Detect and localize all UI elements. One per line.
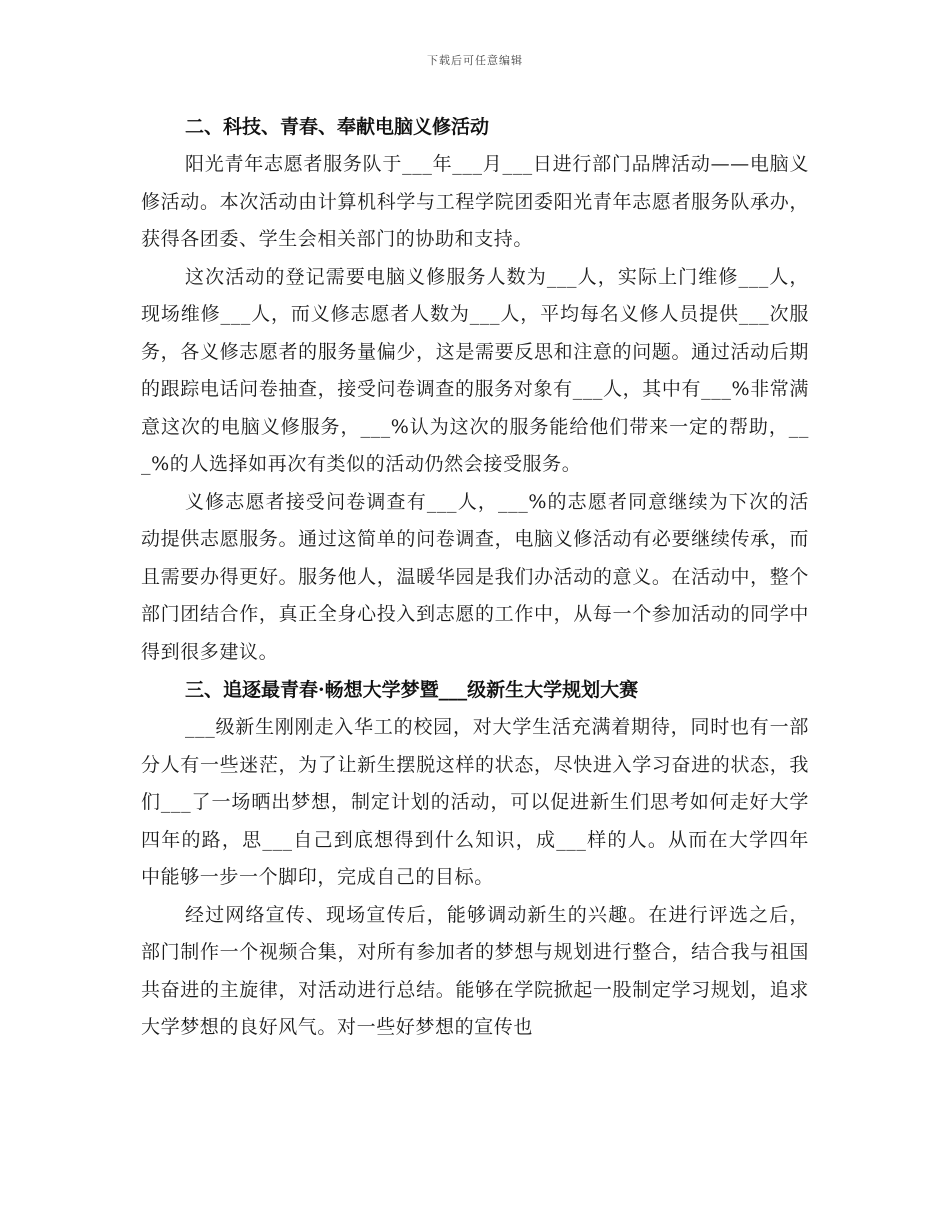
page-header: 下载后可任意编辑 xyxy=(427,54,523,67)
paragraph: 经过网络宣传、现场宣传后，能够调动新生的兴趣。在进行评选之后，部门制作一个视频合集，对所有参加者的梦想与规划进行整合，结合我与祖国共奋进的主旋律，对活动进行总结。能够在学院掀起一股制定学习规划，追求大学梦想的良好风气。对一些好梦想的宣传也 xyxy=(141,903,809,1038)
paragraph: 义修志愿者接受问卷调查有___人，___%的志愿者同意继续为下次的活动提供志愿服务。通过这简单的问卷调查，电脑义修活动有必要继续传承，而且需要办得更好。服务他人，温暖华园是我们办活动的意义。在活动中，整个部门团结合作，真正全身心投入到志愿的工作中，从每一个参加活动的同学中得到很多建议。 xyxy=(141,490,809,663)
section-computer-repair xyxy=(141,108,809,671)
section-freshman-planning xyxy=(141,671,809,1047)
section-heading: 二、科技、青春、奉献电脑义修活动 xyxy=(185,116,490,138)
document-body xyxy=(141,108,809,1047)
paragraph: ___级新生刚刚走入华工的校园，对大学生活充满着期待，同时也有一部分人有一些迷茫，为了让新生摆脱这样的状态，尽快进入学习奋进的状态，我们___了一场晒出梦想，制定计划的活动，可以促进新生们思考如何走好大学四年的路，思___自己到底想得到什么知识，成___样的人。从而在大学四年中能够一步一个脚印，完成自己的目标。 xyxy=(141,716,809,888)
section-heading: 三、追逐最青春·畅想大学梦暨___级新生大学规划大赛 xyxy=(185,679,639,701)
paragraph: 阳光青年志愿者服务队于___年___月___日进行部门品牌活动——电脑义修活动。本次活动由计算机科学与工程学院团委阳光青年志愿者服务队承办，获得各团委、学生会相关部门的协助和支持。 xyxy=(141,153,809,250)
paragraph: 这次活动的登记需要电脑义修服务人数为___人，实际上门维修___人，现场维修___人，而义修志愿者人数为___人，平均每名义修人员提供___次服务，各义修志愿者的服务量偏少，这是需要反思和注意的问题。通过活动后期的跟踪电话问卷抽查，接受问卷调查的服务对象有___人，其中有___%非常满意这次的电脑义修服务，___%认为这次的服务能给他们带来一定的帮助，___%的人选择如再次有类似的活动仍然会接受服务。 xyxy=(141,265,809,475)
